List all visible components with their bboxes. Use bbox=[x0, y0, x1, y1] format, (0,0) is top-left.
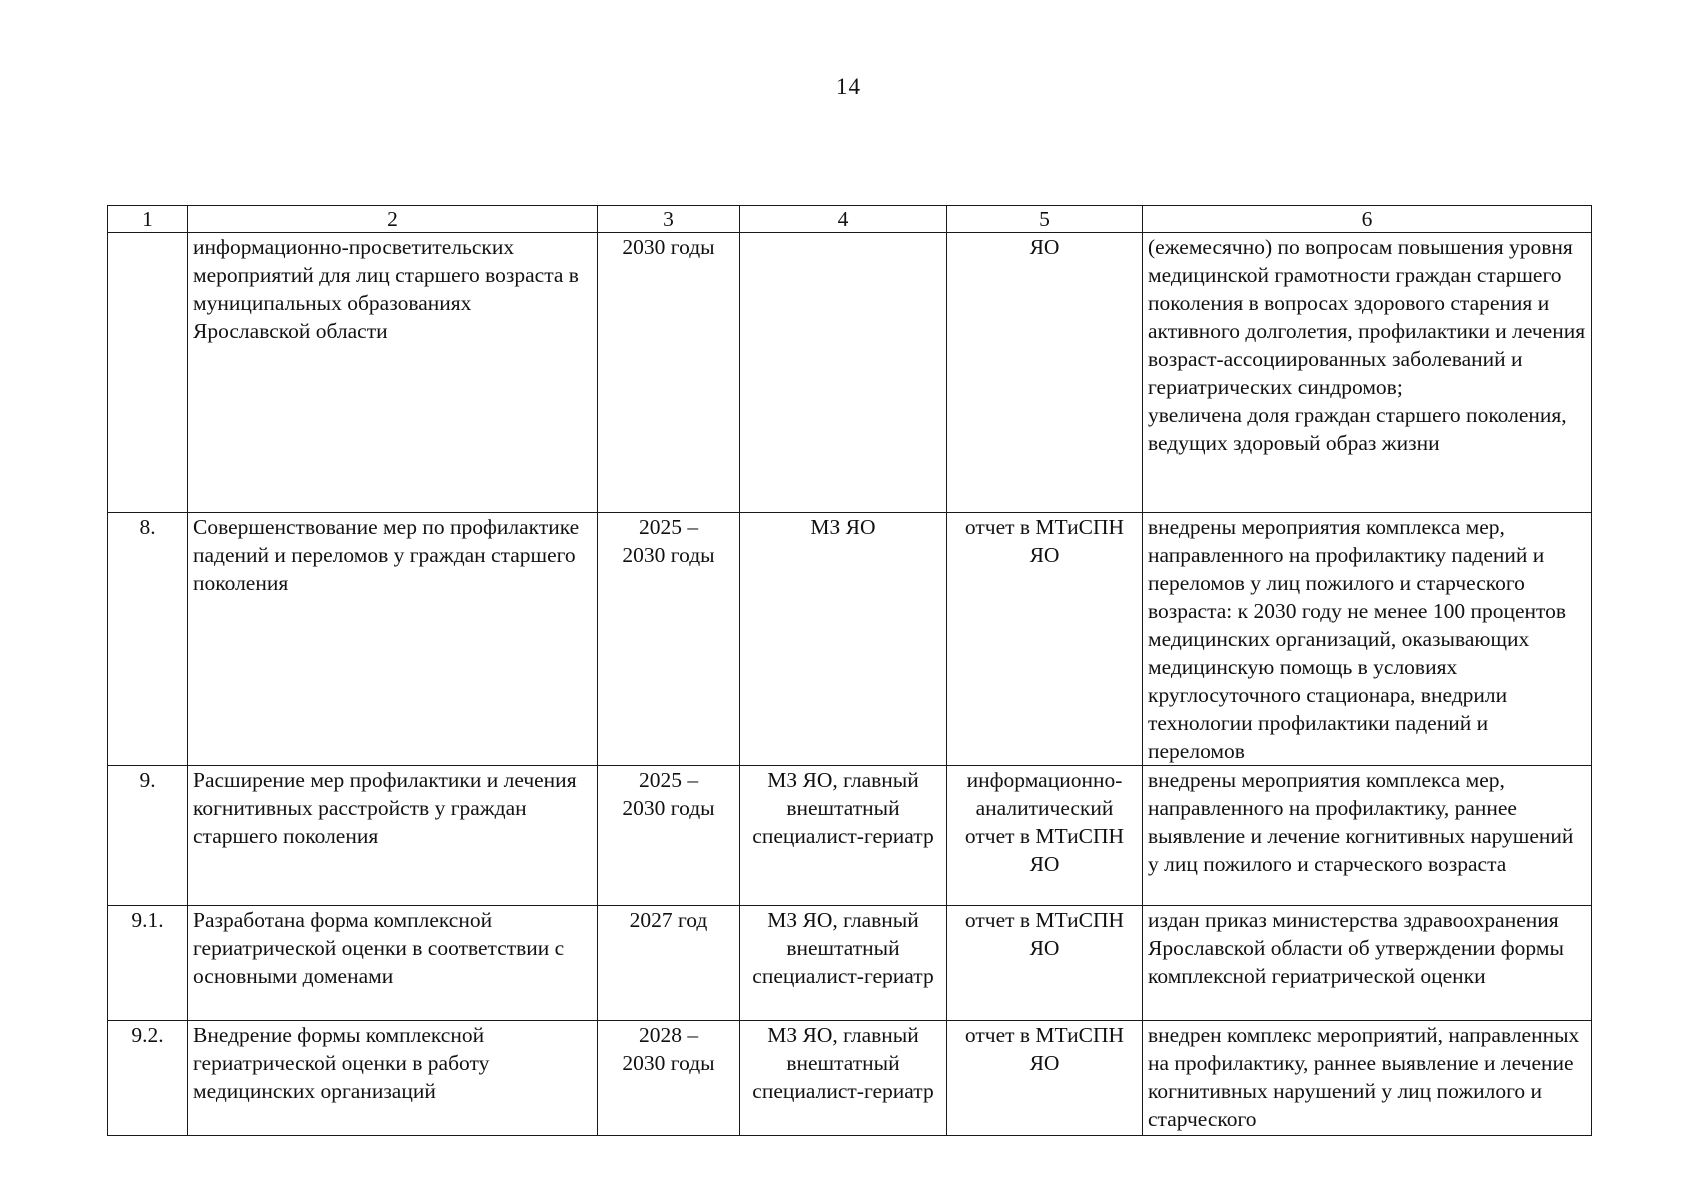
header-row bbox=[108, 206, 1592, 233]
executor: МЗ ЯО bbox=[740, 513, 947, 766]
header-cell-1: 1 bbox=[108, 206, 188, 233]
expected-result: (ежемесячно) по вопросам повышения уровня медицинской грамотности граждан старшего поколения в вопросах здорового старения и активного долголетия, профилактики и лечения возраст-ассоциированных заболеваний и гериатрических синдромов; увеличена доля граждан старшего поколения, ведущих здоровый образ жизни bbox=[1143, 233, 1592, 513]
row-number: 8. bbox=[108, 513, 188, 766]
row-number: 9.2. bbox=[108, 1021, 188, 1136]
header-cell-2: 2 bbox=[188, 206, 598, 233]
activity-name: Разработана форма комплексной гериатрической оценки в соответствии с основными доменами bbox=[188, 906, 598, 1021]
activity-name: Совершенствование мер по профилактике падений и переломов у граждан старшего поколения bbox=[188, 513, 598, 766]
plan-table bbox=[107, 205, 1592, 1136]
header-cell-5: 5 bbox=[947, 206, 1143, 233]
row-number: 9. bbox=[108, 766, 188, 906]
period: 2030 годы bbox=[598, 233, 740, 513]
period: 2025 – 2030 годы bbox=[598, 513, 740, 766]
report-form: информационно-аналитический отчет в МТиСПН ЯО bbox=[947, 766, 1143, 906]
table-row bbox=[108, 766, 1592, 906]
executor bbox=[740, 233, 947, 513]
report-form: отчет в МТиСПН ЯО bbox=[947, 513, 1143, 766]
report-form: ЯО bbox=[947, 233, 1143, 513]
activity-name: информационно-просветительских мероприятий для лиц старшего возраста в муниципальных образованиях Ярославской области bbox=[188, 233, 598, 513]
expected-result: внедрены мероприятия комплекса мер, направленного на профилактику падений и переломов у лиц пожилого и старческого возраста: к 2030 году не менее 100 процентов медицинских организаций, оказывающих медицинскую помощь в условиях круглосуточного стационара, внедрили технологии профилактики падений и переломов bbox=[1143, 513, 1592, 766]
expected-result: внедрен комплекс мероприятий, направленных на профилактику, раннее выявление и лечение когнитивных нарушений у лиц пожилого и старческого bbox=[1143, 1021, 1592, 1136]
page-number: 14 bbox=[836, 74, 861, 99]
period: 2027 год bbox=[598, 906, 740, 1021]
activity-name: Расширение мер профилактики и лечения когнитивных расстройств у граждан старшего поколения bbox=[188, 766, 598, 906]
executor: МЗ ЯО, главный внештатный специалист-гериатр bbox=[740, 906, 947, 1021]
expected-result: внедрены мероприятия комплекса мер, направленного на профилактику, раннее выявление и лечение когнитивных нарушений у лиц пожилого и старческого возраста bbox=[1143, 766, 1592, 906]
activity-name: Внедрение формы комплексной гериатрической оценки в работу медицинских организаций bbox=[188, 1021, 598, 1136]
row-number: 9.1. bbox=[108, 906, 188, 1021]
report-form: отчет в МТиСПН ЯО bbox=[947, 1021, 1143, 1136]
executor: МЗ ЯО, главный внештатный специалист-гериатр bbox=[740, 766, 947, 906]
expected-result: издан приказ министерства здравоохранения Ярославской области об утверждении формы комплексной гериатрической оценки bbox=[1143, 906, 1592, 1021]
row-number bbox=[108, 233, 188, 513]
header-cell-4: 4 bbox=[740, 206, 947, 233]
table-row bbox=[108, 1021, 1592, 1136]
table-row bbox=[108, 906, 1592, 1021]
period: 2025 – 2030 годы bbox=[598, 766, 740, 906]
header-cell-3: 3 bbox=[598, 206, 740, 233]
table-row bbox=[108, 513, 1592, 766]
header-cell-6: 6 bbox=[1143, 206, 1592, 233]
period: 2028 – 2030 годы bbox=[598, 1021, 740, 1136]
executor: МЗ ЯО, главный внештатный специалист-гериатр bbox=[740, 1021, 947, 1136]
table-row bbox=[108, 233, 1592, 513]
report-form: отчет в МТиСПН ЯО bbox=[947, 906, 1143, 1021]
